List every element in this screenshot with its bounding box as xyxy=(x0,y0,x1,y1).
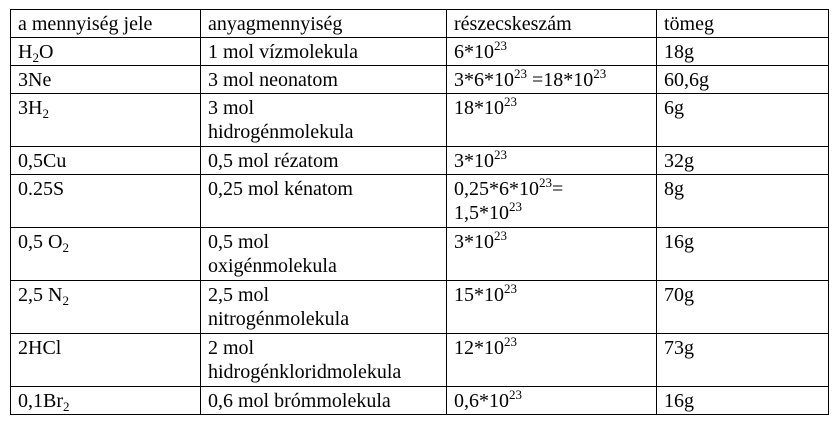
table-row xyxy=(11,66,829,94)
table-row xyxy=(11,387,829,415)
cell-mass: 16g xyxy=(657,387,829,415)
table-body xyxy=(11,38,829,415)
particles-line xyxy=(454,96,649,120)
quantity-table xyxy=(10,9,829,415)
cell-mass: 73g xyxy=(657,334,829,387)
symbol-part: 0,1Br xyxy=(18,390,63,412)
cell-amount xyxy=(201,38,447,66)
particles-part: 23 xyxy=(494,147,507,162)
cell-particles xyxy=(447,175,657,228)
particles-part: 23 xyxy=(504,334,517,349)
symbol-part: 2 xyxy=(32,50,39,65)
table-row xyxy=(11,175,829,228)
particles-part: 15*10 xyxy=(454,284,504,306)
table-row xyxy=(11,334,829,387)
cell-particles xyxy=(447,147,657,175)
cell-amount xyxy=(201,334,447,387)
symbol-part: 0.25S xyxy=(18,178,65,200)
cell-symbol xyxy=(11,94,201,147)
amount-line: 0,5 mol rézatom xyxy=(208,150,339,172)
table-row xyxy=(11,228,829,281)
cell-symbol xyxy=(11,334,201,387)
particles-part: 0,25*6*10 xyxy=(454,178,539,200)
particles-part: 23 xyxy=(509,387,522,402)
cell-amount xyxy=(201,175,447,228)
particles-part: 23 xyxy=(539,175,552,190)
amount-line: oxigénmolekula xyxy=(208,255,337,277)
cell-symbol xyxy=(11,66,201,94)
cell-mass: 8g xyxy=(657,175,829,228)
particles-part: =18*10 xyxy=(527,69,594,91)
cell-mass: 32g xyxy=(657,147,829,175)
cell-amount xyxy=(201,94,447,147)
cell-particles xyxy=(447,94,657,147)
cell-mass: 6g xyxy=(657,94,829,147)
symbol-part: O xyxy=(38,41,54,63)
particles-line xyxy=(454,149,649,173)
header-symbol: a mennyiség jele xyxy=(11,10,201,38)
cell-mass: 70g xyxy=(657,281,829,334)
cell-symbol xyxy=(11,281,201,334)
cell-particles xyxy=(447,387,657,415)
amount-line: 3 mol neonatom xyxy=(208,69,338,91)
amount-line: 0,6 mol brómmolekula xyxy=(208,390,391,412)
symbol-part: 2 xyxy=(62,240,69,255)
cell-mass: 60,6g xyxy=(657,66,829,94)
cell-particles xyxy=(447,281,657,334)
cell-symbol xyxy=(11,175,201,228)
particles-part: 23 xyxy=(504,94,517,109)
table-row xyxy=(11,38,829,66)
amount-line: nitrogénmolekula xyxy=(208,308,350,330)
particles-part: 12*10 xyxy=(454,337,504,359)
amount-line: 0,25 mol kénatom xyxy=(208,178,353,200)
cell-amount xyxy=(201,147,447,175)
table-row xyxy=(11,147,829,175)
amount-line: 2 mol xyxy=(208,337,255,359)
cell-symbol xyxy=(11,387,201,415)
particles-part: 23 xyxy=(593,66,607,81)
symbol-part: 3Ne xyxy=(18,69,52,91)
header-row xyxy=(11,10,829,38)
particles-line xyxy=(454,389,649,413)
particles-part: 18*10 xyxy=(454,97,504,119)
cell-amount xyxy=(201,228,447,281)
symbol-part: 3H xyxy=(18,97,43,119)
cell-particles xyxy=(447,228,657,281)
amount-line: 1 mol vízmolekula xyxy=(208,41,358,63)
symbol-part: 2 xyxy=(62,293,69,308)
symbol-part: 0,5 O xyxy=(18,231,63,253)
table-row xyxy=(11,94,829,147)
amount-line: 2,5 mol xyxy=(208,284,270,306)
cell-particles xyxy=(447,334,657,387)
particles-part: 23 xyxy=(494,228,507,243)
cell-symbol xyxy=(11,147,201,175)
header-particles: részecskeszám xyxy=(447,10,657,38)
cell-symbol xyxy=(11,228,201,281)
symbol-part: 2 xyxy=(42,106,49,121)
cell-amount xyxy=(201,66,447,94)
header-mass: tömeg xyxy=(657,10,829,38)
amount-line: 0,5 mol xyxy=(208,231,270,253)
header-amount: anyagmennyiség xyxy=(201,10,447,38)
particles-line xyxy=(454,40,649,64)
cell-symbol xyxy=(11,38,201,66)
particles-line xyxy=(454,336,649,360)
cell-particles xyxy=(447,38,657,66)
symbol-part: H xyxy=(18,41,33,63)
cell-amount xyxy=(201,387,447,415)
particles-line xyxy=(454,201,649,225)
particles-part: 23 xyxy=(494,38,507,53)
symbol-part: 2 xyxy=(63,399,70,414)
symbol-part: 2,5 N xyxy=(18,284,63,306)
particles-line xyxy=(454,230,649,254)
particles-part: = xyxy=(552,178,564,200)
particles-line xyxy=(454,68,649,92)
amount-line: 3 mol xyxy=(208,97,255,119)
particles-part: 23 xyxy=(514,66,527,81)
particles-part: 0,6*10 xyxy=(454,390,509,412)
particles-part: 3*6*10 xyxy=(454,69,514,91)
particles-part: 6*10 xyxy=(454,41,494,63)
cell-mass: 16g xyxy=(657,228,829,281)
symbol-part: 0,5Cu xyxy=(18,150,67,172)
cell-particles xyxy=(447,66,657,94)
particles-part: 1,5*10 xyxy=(454,202,509,224)
particles-part: 23 xyxy=(509,199,522,214)
amount-line: hidrogénmolekula xyxy=(208,121,354,143)
particles-line xyxy=(454,283,649,307)
amount-line: hidrogénkloridmolekula xyxy=(208,361,402,383)
table-row xyxy=(11,281,829,334)
symbol-part: 2HCl xyxy=(18,337,62,359)
cell-mass: 18g xyxy=(657,38,829,66)
particles-part: 3*10 xyxy=(454,150,494,172)
particles-line xyxy=(454,177,649,201)
particles-part: 3*10 xyxy=(454,231,494,253)
cell-amount xyxy=(201,281,447,334)
particles-part: 23 xyxy=(504,281,517,296)
